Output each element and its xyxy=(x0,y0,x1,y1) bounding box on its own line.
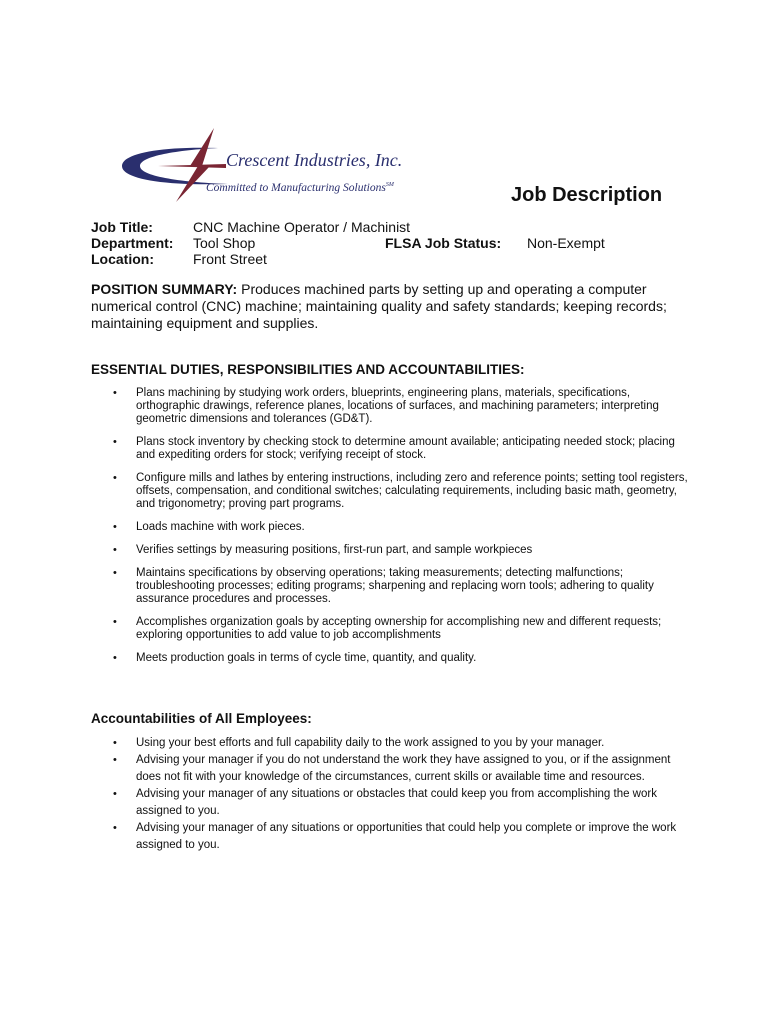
list-item: • Loads machine with work pieces. xyxy=(113,521,305,533)
company-logo xyxy=(118,126,430,204)
bullet-icon: • xyxy=(113,652,117,664)
accountabilities-list xyxy=(91,735,691,854)
company-tagline: Committed to Manufacturing Solutions℠ xyxy=(206,182,394,194)
duties-heading: ESSENTIAL DUTIES, RESPONSIBILITIES AND ACCOUNTABILITIES: xyxy=(91,362,525,377)
bullet-icon: • xyxy=(113,472,117,484)
location-label: Location: xyxy=(91,251,154,267)
list-item: • Maintains specifications by observing operations; taking measurements; detecting malfunctions; troubleshooting processes; editing programs; sharpening and replacing worn tools; adhering to quality assurance procedures and processes. xyxy=(113,567,654,605)
bullet-icon: • xyxy=(113,387,117,399)
list-item: • Meets production goals in terms of cycle time, quantity, and quality. xyxy=(113,652,477,664)
document-title: Job Description xyxy=(511,184,663,206)
list-item: • Plans machining by studying work orders, blueprints, engineering plans, materials, specifications, orthographic drawings, reference planes, locations of surfaces, and machining parameters; interpreting geometric dimensions and tolerances (GD&T). xyxy=(113,387,659,425)
list-item: • Verifies settings by measuring positions, first-run part, and sample workpieces xyxy=(113,544,533,556)
bullet-icon: • xyxy=(113,754,117,766)
position-summary xyxy=(91,281,691,332)
position-summary-label: POSITION SUMMARY: xyxy=(91,281,238,297)
list-item: • Configure mills and lathes by entering instructions, including zero and reference points; setting tool registers, offsets, compensation, and conditional switches; calculating requirements, including basic math, geometry, and trigonometry; proving part programs. xyxy=(113,472,688,510)
location-value: Front Street xyxy=(193,251,267,267)
job-title-label: Job Title: xyxy=(91,219,153,235)
bullet-icon: • xyxy=(113,436,117,448)
list-item: • Advising your manager of any situations or obstacles that could keep you from accomplishing the work assigned to you. xyxy=(113,788,657,817)
department-value: Tool Shop xyxy=(193,235,256,251)
bullet-icon: • xyxy=(113,788,117,800)
list-item: • Advising your manager of any situations or opportunities that could help you complete or improve the work assigned to you. xyxy=(113,822,677,851)
flsa-label: FLSA Job Status: xyxy=(385,235,502,251)
accountabilities-heading: Accountabilities of All Employees: xyxy=(91,711,312,726)
department-label: Department: xyxy=(91,235,174,251)
service-mark: SM xyxy=(385,182,394,189)
bullet-icon: • xyxy=(113,567,117,579)
duties-list xyxy=(91,387,691,675)
bullet-icon: • xyxy=(113,544,117,556)
bullet-icon: • xyxy=(113,521,117,533)
company-name: Crescent Industries, Inc. xyxy=(226,150,403,170)
bullet-icon: • xyxy=(113,737,117,749)
bullet-icon: • xyxy=(113,616,117,628)
bullet-icon: • xyxy=(113,822,117,834)
job-title-value: CNC Machine Operator / Machinist xyxy=(193,219,411,235)
flsa-value: Non-Exempt xyxy=(527,235,605,251)
list-item: • Advising your manager if you do not understand the work they have assigned to you, or if the assignment does not fit with your knowledge of the circumstances, current skills or available time and resources. xyxy=(113,754,671,783)
position-summary-text: Produces machined parts by setting up and operating a computer numerical control (CNC) machine; maintaining quality and safety standards; keeping records; maintaining equipment and supplies. xyxy=(91,281,667,331)
list-item: • Using your best efforts and full capability daily to the work assigned to you by your manager. xyxy=(91,735,691,752)
list-item: • Plans stock inventory by checking stock to determine amount available; anticipating needed stock; placing and expediting orders for stock; verifying receipt of stock. xyxy=(113,436,675,461)
list-item: • Accomplishes organization goals by accepting ownership for accomplishing new and different requests; exploring opportunities to add value to job accomplishments xyxy=(113,616,662,641)
